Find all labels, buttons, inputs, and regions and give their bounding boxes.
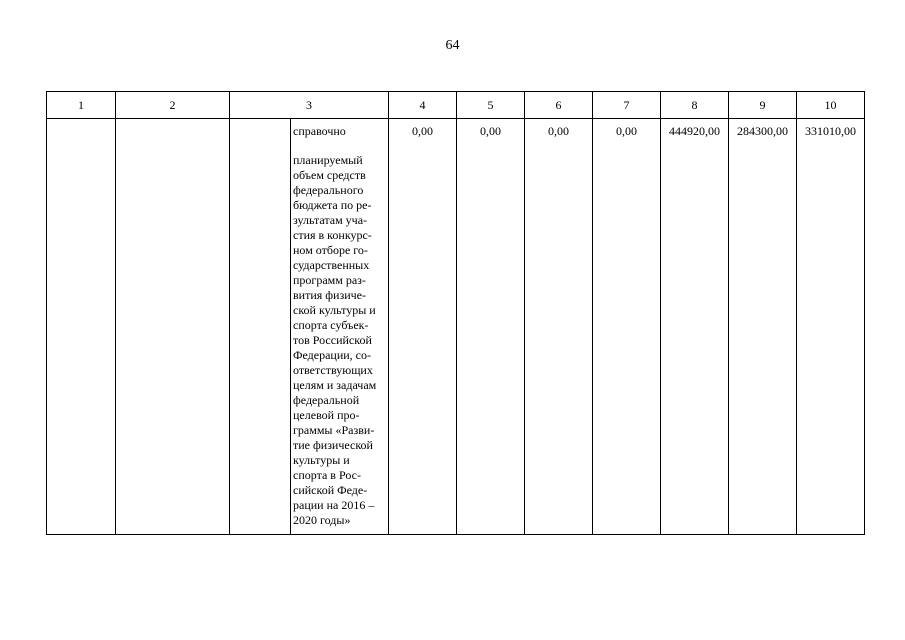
header-cell: 8 — [661, 92, 729, 119]
value-cell: 0,00 — [525, 119, 593, 535]
header-cell: 3 — [230, 92, 389, 119]
cell-col3-text — [291, 119, 388, 534]
cell-col1 — [47, 119, 116, 535]
header-cell: 2 — [116, 92, 230, 119]
label-primary: справочно — [293, 124, 346, 138]
header-cell: 6 — [525, 92, 593, 119]
header-cell: 9 — [729, 92, 797, 119]
header-cell: 10 — [797, 92, 865, 119]
value-cell: 331010,00 — [797, 119, 865, 535]
header-cell: 1 — [47, 92, 116, 119]
cell-col3-subcolumn — [230, 119, 291, 534]
value-cell: 444920,00 — [661, 119, 729, 535]
value-cell: 0,00 — [389, 119, 457, 535]
header-cell: 5 — [457, 92, 525, 119]
header-cell: 4 — [389, 92, 457, 119]
budget-table — [46, 91, 865, 535]
value-cell: 284300,00 — [729, 119, 797, 535]
value-cell: 0,00 — [593, 119, 661, 535]
table-row — [47, 119, 865, 535]
value-cell: 0,00 — [457, 119, 525, 535]
page-number: 64 — [445, 38, 460, 53]
header-cell: 7 — [593, 92, 661, 119]
label-note: планируемый объем средств федерального бюджета по ре- зультатам уча- стия в конкурс- ном отборе го- сударственных программ раз- вития физиче- ской культуры и спорта субъек- тов Российской Федерации, со- ответствующих целям и задачам федеральной целевой про- граммы «Разви- тие физической культуры и спорта в Рос- сийской Феде- рации на 2016 – 2020 годы» — [293, 153, 377, 527]
cell-col2 — [116, 119, 230, 535]
cell-col3 — [230, 119, 389, 535]
header-row — [47, 92, 865, 119]
